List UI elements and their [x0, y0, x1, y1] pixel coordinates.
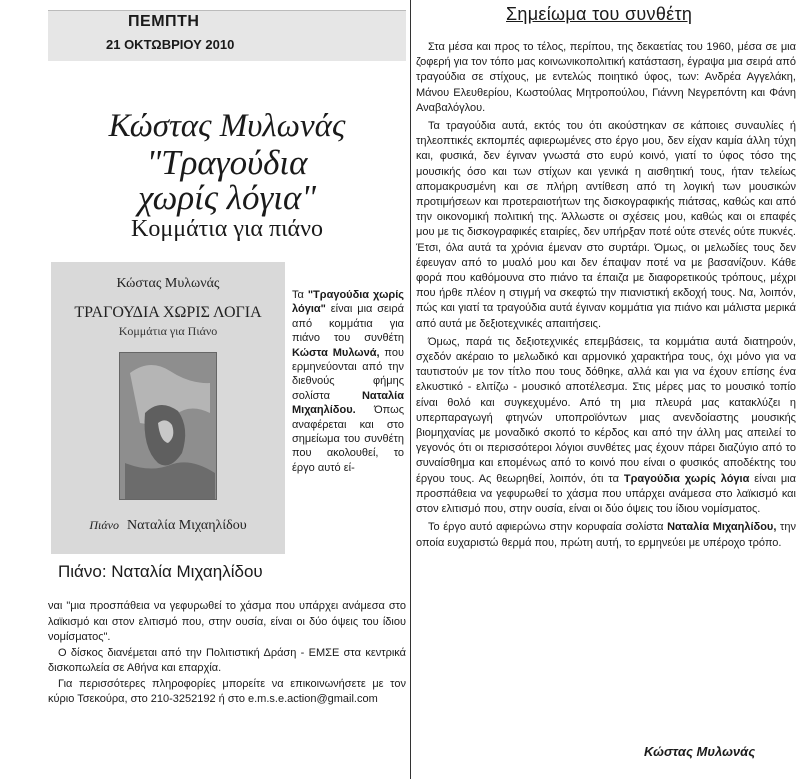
cover-painting — [119, 352, 217, 500]
header-date: 21 ΟΚΤΩΒΡΙΟΥ 2010 — [106, 37, 235, 52]
distribution-paragraph: Ο δίσκος διανέμεται από την Πολιτιστική Δράση - ΕΜΣΕ στα κεντρικά δισκοπωλεία σε Αθήνα και επαρχία. — [48, 646, 406, 674]
note-paragraph-3: Όμως, παρά τις δεξιοτεχνικές επεμβάσεις, τα κομμάτια αυτά διατηρούν, σχεδόν ακέραιο το μελωδικό και αρμονικό χαρακτήρα τους, όχι μόνο για να ταυτιστούν με τον τίτλο που τους δόθηκε, αλλά και για να έχουν επίσης ένα ελκυστικό - ελιτίζω - μουσικό αποτέλεσμα. Στις μέρες μας το μουσικό τοπίο είναι θολό και συγκεχυμένο. Από τη μια πλευρά μας κατακλύζει η υπερπαραγωγή φτηνών υποπροϊόντων μιας ανενδοίαστης μουσικής βιομηχανίας με μοναδικό σκοπό το κέρδος και από την άλλη μας απειλεί το γεγονός ότι οι περισσότεροι λόγιοι συνθέτες μας έχουν πάρει διαζύγιο από το συναίσθημα και επομένως από το κοινό που είναι ο φυσικός αποδέκτης του έργου τους. Ας θεωρηθεί, λοιπόν, ότι τα Τραγούδια χωρίς λόγια είναι μια προσπάθεια να γεφυρωθεί το χάσμα που υπάρχει ανάμεσα στο λαϊκισμό και στον ελιτισμό που, στην ουσία, είναι οι δύο όψεις του ίδιου νομίσματος. — [416, 335, 796, 516]
article-subtitle: Κομμάτια για πιάνο — [131, 216, 323, 242]
composer-signature: Κώστας Μυλωνάς — [644, 744, 756, 759]
note-paragraph-2: Τα τραγούδια αυτά, εκτός του ότι ακούστηκαν σε κάποιες συναυλίες ή τηλεοπτικές εκπομπές αφιερωμένες στο έργο μου, δεν είχαν καμία άλλη τύχη και, φυσικά, δεν έγιναν γνωστά στο ευρύ κοινό, γιατί το ύφος τόσο της μουσικής όσο και των στίχων και γενικά η αισθητική τους, ήταν τελείως απομακρυσμένη και σε πλήρη αντίθεση από τη λογική των μουσικών προτιμήσεων και προτεραιοτήτων της δισκογραφικής πιάτσας, καθώς και από την οικονομική πολιτική της. Άλλωστε οι σχέσεις μου, καθώς και οι επαφές μου με τις δισκογραφικές εταιρίες, δεν υπήρξαν ποτέ ούτε στενές ούτε πυκνές. Έτσι, όλα αυτά τα χρόνια έμεναν στο συρτάρι. Όμως, οι μελωδίες τους δεν έφευγαν από το μυαλό μου και δεν έπαψαν ποτέ να με βασανίζουν. Κάθε φορά που καθόμουνα στο πιάνο τα έπαιζα με διαφορετικούς τρόπους, μέχρι που ήρθε πλέον η στιγμή να σκεφτώ την πιανιστική εκδοχή τους. Να, λοιπόν, πώς και γιατί τα τραγούδια αυτά έγιναν κομμάτια για πιάνο και μάλιστα μερικά από αυτά με δεξιοτεχνικές απαιτήσεις. — [416, 120, 796, 330]
intro-paragraph: Τα "Τραγούδια χωρίς λόγια" είναι μια σειρά από κομμάτια για πιάνο του συνθέτη Κώστα Μυλωνά, που ερμηνεύονται από την διεθνούς φήμης σολίστα Ναταλία Μιχαηλίδου. Όπως αναφέρεται και στο σημείωμα του συνθέτη που ακολουθεί, το έργο αυτό εί- — [292, 289, 404, 474]
cover-subtitle: Κομμάτια για Πιάνο — [118, 324, 218, 338]
article-intro — [292, 288, 404, 475]
header-day: ΠΕΜΠΤΗ — [128, 13, 200, 30]
cover-pianist — [51, 518, 285, 534]
intro-continuation: ναι "μια προσπάθεια να γεφυρωθεί το χάσμα που υπάρχει ανάμεσα στο λαϊκισμό και στον ελιτισμό που, στην ουσία, είναι οι δύο όψεις του ίδιου νομίσματος". — [48, 600, 406, 643]
cover-piano-label: Πιάνο — [89, 518, 119, 532]
article-title-author: Κώστας Μυλωνάς — [108, 108, 346, 144]
composer-note-title: Σημείωμα του συνθέτη — [506, 4, 693, 24]
cover-pianist-name: Ναταλία Μιχαηλίδου — [126, 518, 247, 533]
cover-artist: Κώστας Μυλωνάς — [116, 276, 220, 291]
article-title-line2: χωρίς λόγια" — [137, 178, 317, 217]
cover-title: ΤΡΑΓΟΥΔΙΑ ΧΩΡΙΣ ΛΟΓΙΑ — [74, 304, 262, 321]
composer-note-body — [416, 40, 796, 554]
note-paragraph-4: Το έργο αυτό αφιερώνω στην κορυφαία σολίστα Ναταλία Μιχαηλίδου, την οποία ευχαριστώ θερμά που, πρώτη αυτή, το ερμηνεύει με υπέροχο τρόπο. — [416, 521, 796, 549]
article-title-line1: "Τραγούδια — [146, 143, 308, 182]
cd-cover-image — [51, 262, 285, 554]
article-body — [48, 599, 406, 708]
note-paragraph-1: Στα μέσα και προς το τέλος, περίπου, της δεκαετίας του 1960, μέσα σε μια ζοφερή για τον τόπο μας κοινωνικοπολιτική κατάσταση, έγραψα μια σειρά από τραγούδια σε στίχους, με εντελώς ποιητικό ύφος, των: Ανδρέα Αγγελάκη, Μάνου Ελευθερίου, Κωστούλας Μητροπούλου, Γιάννη Νεγρεπόντη και Φάνη Αναβαλόγλου. — [416, 41, 796, 114]
contact-paragraph: Για περισσότερες πληροφορίες μπορείτε να επικοινωνήσετε με τον κύριο Τσεκούρα, στο 210-3252192 ή στο e.m.s.e.action@gmail.com — [48, 677, 406, 705]
date-header — [48, 10, 406, 61]
image-caption: Πιάνο: Ναταλία Μιχαηλίδου — [58, 562, 263, 581]
column-divider — [410, 0, 411, 779]
